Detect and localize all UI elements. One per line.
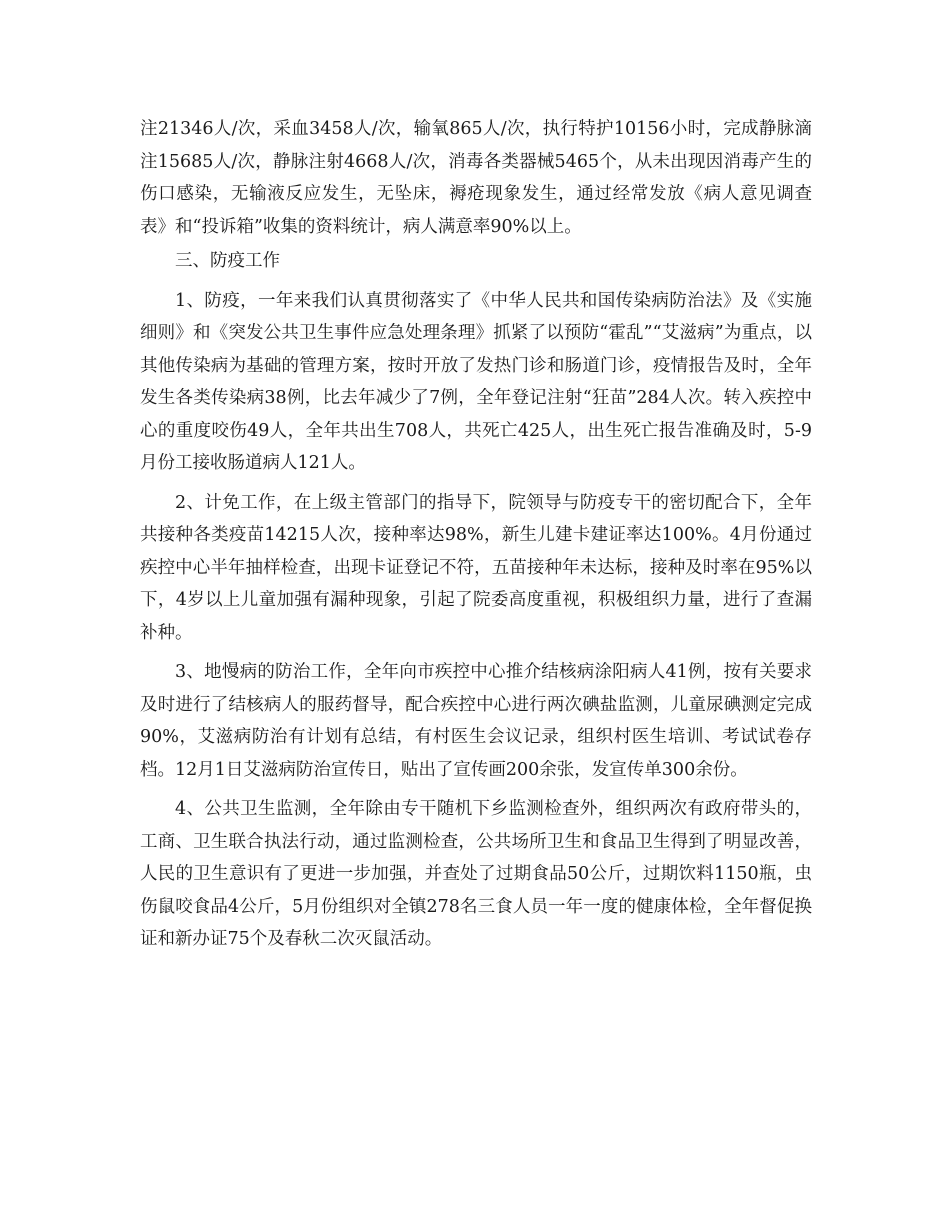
document-body <box>140 113 812 956</box>
paragraph-chronic-disease: 3、地慢病的防治工作，全年向市疾控中心推介结核病涂阳病人41例，按有关要求及时进行了结核病人的服药督导，配合疾控中心进行两次碘盐监测，儿童尿碘测定完成90%，艾滋病防治有计划有总结，有村医生会议记录，组织村医生培训、考试试卷存档。12月1日艾滋病防治宣传日，贴出了宣传画200余张，发宣传单300余份。 <box>140 662 812 780</box>
section-heading: 三、防疫工作 <box>175 251 280 271</box>
paragraph-public-health-monitoring: 4、公共卫生监测，全年除由专干随机下乡监测检查外，组织两次有政府带头的，工商、卫生联合执法行动，通过监测检查，公共场所卫生和食品卫生得到了明显改善，人民的卫生意识有了更进一步加强，并查处了过期食品50公斤，过期饮料1150瓶，虫伤鼠咬食品4公斤，5月份组织对全镇278名三食人员一年一度的健康体检，全年督促换证和新办证75个及春秋二次灭鼠活动。 <box>140 799 812 949</box>
paragraph-immunization: 2、计免工作，在上级主管部门的指导下，院领导与防疫专干的密切配合下，全年共接种各类疫苗14215人次，接种率达98%，新生儿建卡建证率达100%。4月份通过疾控中心半年抽样检查，出现卡证登记不符，五苗接种年未达标，接种及时率在95%以下，4岁以上儿童加强有漏种现象，引起了院委高度重视，积极组织力量，进行了查漏补种。 <box>140 492 812 643</box>
paragraph-continuation: 注21346人/次，采血3458人/次，输氧865人/次，执行特护10156小时，完成静脉滴注15685人/次，静脉注射4668人/次，消毒各类器械5465个，从未出现因消毒产生的伤口感染，无输液反应发生，无坠床，褥疮现象发生，通过经常发放《病人意见调查表》和“投诉箱”收集的资料统计，病人满意率90%以上。 <box>140 119 812 237</box>
paragraph-epidemic-prevention: 1、防疫，一年来我们认真贯彻落实了《中华人民共和国传染病防治法》及《实施细则》和《突发公共卫生事件应急处理条理》抓紧了以预防“霍乱”“艾滋病”为重点，以其他传染病为基础的管理方案，按时开放了发热门诊和肠道门诊，疫情报告及时，全年发生各类传染病38例，比去年减少了7例，全年登记注射“狂苗”284人次。转入疾控中心的重度咬伤49人，全年共出生708人，共死亡425人，出生死亡报告准确及时，5-9月份工接收肠道病人121人。 <box>140 290 812 473</box>
